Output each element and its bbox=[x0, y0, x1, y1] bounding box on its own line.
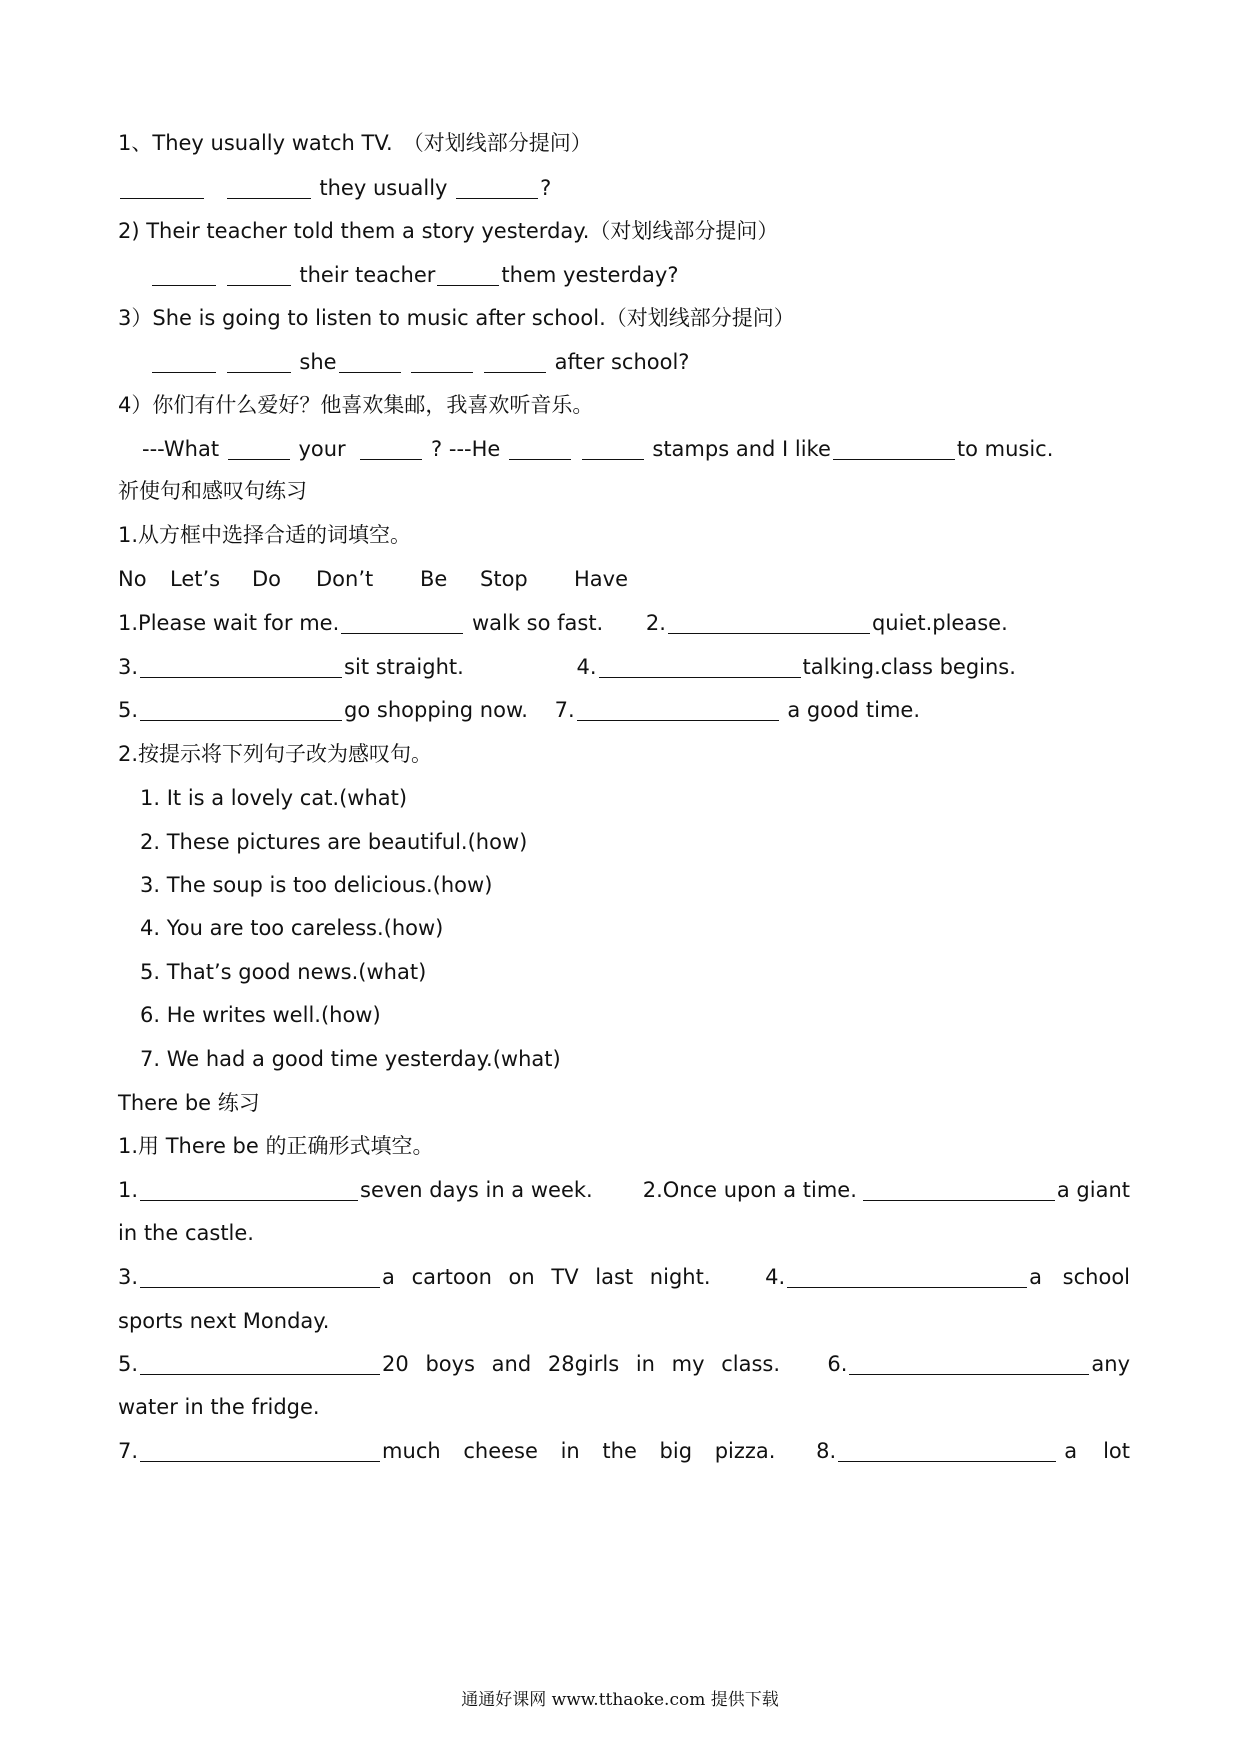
therebe-row-3-cont bbox=[118, 1392, 1130, 1422]
item-text: a giant bbox=[1056, 1178, 1130, 1202]
q2-answer-end: them yesterday? bbox=[501, 263, 679, 287]
word-stop: Stop bbox=[480, 567, 528, 591]
part1-title-text: 1.用 There be 的正确形式填空。 bbox=[118, 1134, 434, 1158]
item-text: 4. bbox=[765, 1265, 786, 1289]
word-bank bbox=[118, 564, 1130, 594]
q4-text-2: your bbox=[298, 437, 346, 461]
blank[interactable] bbox=[599, 655, 801, 678]
q4-text-3: ? ---He bbox=[431, 437, 501, 461]
word-no: No bbox=[118, 567, 147, 591]
q2-answer-text: their teacher bbox=[299, 263, 436, 287]
part1-title-text: 1.从方框中选择合适的词填空。 bbox=[118, 523, 412, 547]
therebe-row-1 bbox=[118, 1175, 1130, 1205]
q2-answer bbox=[150, 260, 1130, 290]
blank[interactable] bbox=[227, 350, 291, 373]
q4-answer bbox=[142, 434, 1130, 464]
blank[interactable] bbox=[360, 437, 422, 460]
blank[interactable] bbox=[339, 350, 401, 373]
item-text: 20 boys and 28girls in my class. bbox=[382, 1352, 781, 1376]
word-lets: Let’s bbox=[170, 567, 221, 591]
q2-hint: （对划线部分提问） bbox=[589, 219, 779, 243]
therebe-heading bbox=[118, 1088, 1130, 1118]
q3-answer-end: after school? bbox=[554, 350, 690, 374]
footer-source: 通通好课网 www.tthaoke.com 提供下载 bbox=[461, 1690, 779, 1710]
blank[interactable] bbox=[140, 698, 342, 721]
word-be: Be bbox=[420, 567, 448, 591]
q3-question bbox=[118, 303, 1130, 333]
exclamation-text: 6. He writes well.(how) bbox=[140, 1003, 381, 1027]
blank[interactable] bbox=[484, 350, 546, 373]
exclamation-2 bbox=[140, 827, 1130, 857]
exclamation-text: 3. The soup is too delicious.(how) bbox=[140, 873, 493, 897]
item-text: 3. bbox=[118, 1265, 139, 1289]
q1-hint: （对划线部分提问） bbox=[402, 131, 592, 155]
item-text: 3. bbox=[118, 655, 139, 679]
exclamation-4 bbox=[140, 913, 1130, 943]
exclamation-text: 2. These pictures are beautiful.(how) bbox=[140, 830, 528, 854]
therebe-part1-title bbox=[118, 1131, 1130, 1161]
imperative-row-1 bbox=[118, 608, 1130, 638]
q4-text-4: stamps and I like bbox=[652, 437, 831, 461]
q1-answer bbox=[118, 173, 1130, 203]
blank[interactable] bbox=[152, 263, 216, 286]
therebe-row-2 bbox=[118, 1262, 1130, 1292]
word-have: Have bbox=[574, 567, 629, 591]
item-text: 5. bbox=[118, 698, 139, 722]
imperative-row-3 bbox=[118, 695, 1130, 725]
q4-text-5: to music. bbox=[956, 437, 1054, 461]
item-text: sit straight. bbox=[344, 655, 464, 679]
q3-answer-text: she bbox=[299, 350, 337, 374]
therebe-row-3 bbox=[118, 1349, 1130, 1379]
blank[interactable] bbox=[456, 176, 538, 199]
q4-text-1: ---What bbox=[142, 437, 220, 461]
therebe-row-1-cont bbox=[118, 1218, 1130, 1248]
item-text: 2. bbox=[645, 611, 666, 635]
item-text: 6. bbox=[827, 1352, 848, 1376]
q3-hint: （对划线部分提问） bbox=[605, 306, 795, 330]
q1-answer-end: ? bbox=[540, 176, 552, 200]
heading-text: 祈使句和感叹句练习 bbox=[118, 479, 307, 503]
item-text: 1. bbox=[118, 1178, 139, 1202]
exclamation-1 bbox=[140, 783, 1130, 813]
exclamation-text: 1. It is a lovely cat.(what) bbox=[140, 786, 408, 810]
blank[interactable] bbox=[582, 437, 644, 460]
blank[interactable] bbox=[341, 611, 463, 634]
blank[interactable] bbox=[140, 1352, 380, 1375]
item-text: lot bbox=[1103, 1439, 1130, 1463]
blank[interactable] bbox=[227, 263, 291, 286]
exclamation-text: 7. We had a good time yesterday.(what) bbox=[140, 1047, 561, 1071]
blank[interactable] bbox=[437, 263, 499, 286]
item-text: a cartoon on TV last night. bbox=[382, 1265, 711, 1289]
blank[interactable] bbox=[228, 437, 290, 460]
heading-text: There be 练习 bbox=[118, 1091, 260, 1115]
item-text: a good time. bbox=[787, 698, 921, 722]
item-text: talking.class begins. bbox=[802, 655, 1016, 679]
imperative-heading bbox=[118, 476, 1130, 506]
item-text: a bbox=[1064, 1439, 1078, 1463]
item-text: go shopping now. bbox=[344, 698, 528, 722]
exclamation-text: 5. That’s good news.(what) bbox=[140, 960, 427, 984]
blank[interactable] bbox=[140, 1178, 358, 1201]
item-text: in the castle. bbox=[118, 1221, 254, 1245]
item-text: 1.Please wait for me. bbox=[118, 611, 340, 635]
word-dont: Don’t bbox=[316, 567, 374, 591]
blank[interactable] bbox=[863, 1178, 1055, 1201]
blank[interactable] bbox=[120, 176, 204, 199]
blank[interactable] bbox=[668, 611, 870, 634]
imperative-part1-title bbox=[118, 520, 1130, 550]
therebe-row-4 bbox=[118, 1436, 1130, 1466]
word-do: Do bbox=[252, 567, 282, 591]
blank[interactable] bbox=[140, 1265, 380, 1288]
blank[interactable] bbox=[227, 176, 311, 199]
item-text: water in the fridge. bbox=[118, 1395, 320, 1419]
item-text: 8. bbox=[816, 1439, 837, 1463]
item-text: a school bbox=[1029, 1265, 1130, 1289]
exclamation-5 bbox=[140, 957, 1130, 987]
blank[interactable] bbox=[140, 1439, 380, 1462]
blank[interactable] bbox=[411, 350, 473, 373]
therebe-row-2-cont bbox=[118, 1306, 1130, 1336]
q2-question bbox=[118, 216, 1130, 246]
blank[interactable] bbox=[787, 1265, 1027, 1288]
item-text: any bbox=[1091, 1352, 1130, 1376]
q2-text: 2) Their teacher told them a story yesterday. bbox=[118, 219, 590, 243]
blank[interactable] bbox=[849, 1352, 1089, 1375]
q3-text: 3）She is going to listen to music after school. bbox=[118, 306, 606, 330]
exclamation-7 bbox=[140, 1044, 1130, 1074]
q1-question bbox=[118, 128, 1130, 158]
imperative-row-2 bbox=[118, 652, 1130, 682]
blank[interactable] bbox=[509, 437, 571, 460]
exclamation-text: 4. You are too careless.(how) bbox=[140, 916, 444, 940]
item-text: much cheese in the big pizza. bbox=[382, 1439, 776, 1463]
part2-title-text: 2.按提示将下列句子改为感叹句。 bbox=[118, 742, 433, 766]
q4-question bbox=[118, 390, 1130, 420]
item-text: walk so fast. bbox=[471, 611, 604, 635]
blank[interactable] bbox=[577, 698, 779, 721]
q1-text: They usually watch TV. bbox=[152, 131, 393, 155]
blank[interactable] bbox=[833, 437, 955, 460]
item-text: 7. bbox=[554, 698, 575, 722]
q1-number: 1、 bbox=[118, 131, 153, 155]
item-text: 4. bbox=[576, 655, 597, 679]
item-text: 7. bbox=[118, 1439, 139, 1463]
item-text: 2.Once upon a time. bbox=[642, 1178, 857, 1202]
item-text: sports next Monday. bbox=[118, 1309, 330, 1333]
blank[interactable] bbox=[140, 655, 342, 678]
q4-text: 4）你们有什么爱好？他喜欢集邮，我喜欢听音乐。 bbox=[118, 393, 594, 417]
q1-answer-text: they usually bbox=[319, 176, 448, 200]
item-text: quiet.please. bbox=[871, 611, 1008, 635]
blank[interactable] bbox=[152, 350, 216, 373]
q3-answer bbox=[150, 347, 1130, 377]
exclamation-6 bbox=[140, 1000, 1130, 1030]
imperative-part2-title bbox=[118, 739, 1130, 769]
item-text: 5. bbox=[118, 1352, 139, 1376]
blank[interactable] bbox=[838, 1439, 1056, 1462]
item-text: seven days in a week. bbox=[360, 1178, 593, 1202]
exclamation-3 bbox=[140, 870, 1130, 900]
